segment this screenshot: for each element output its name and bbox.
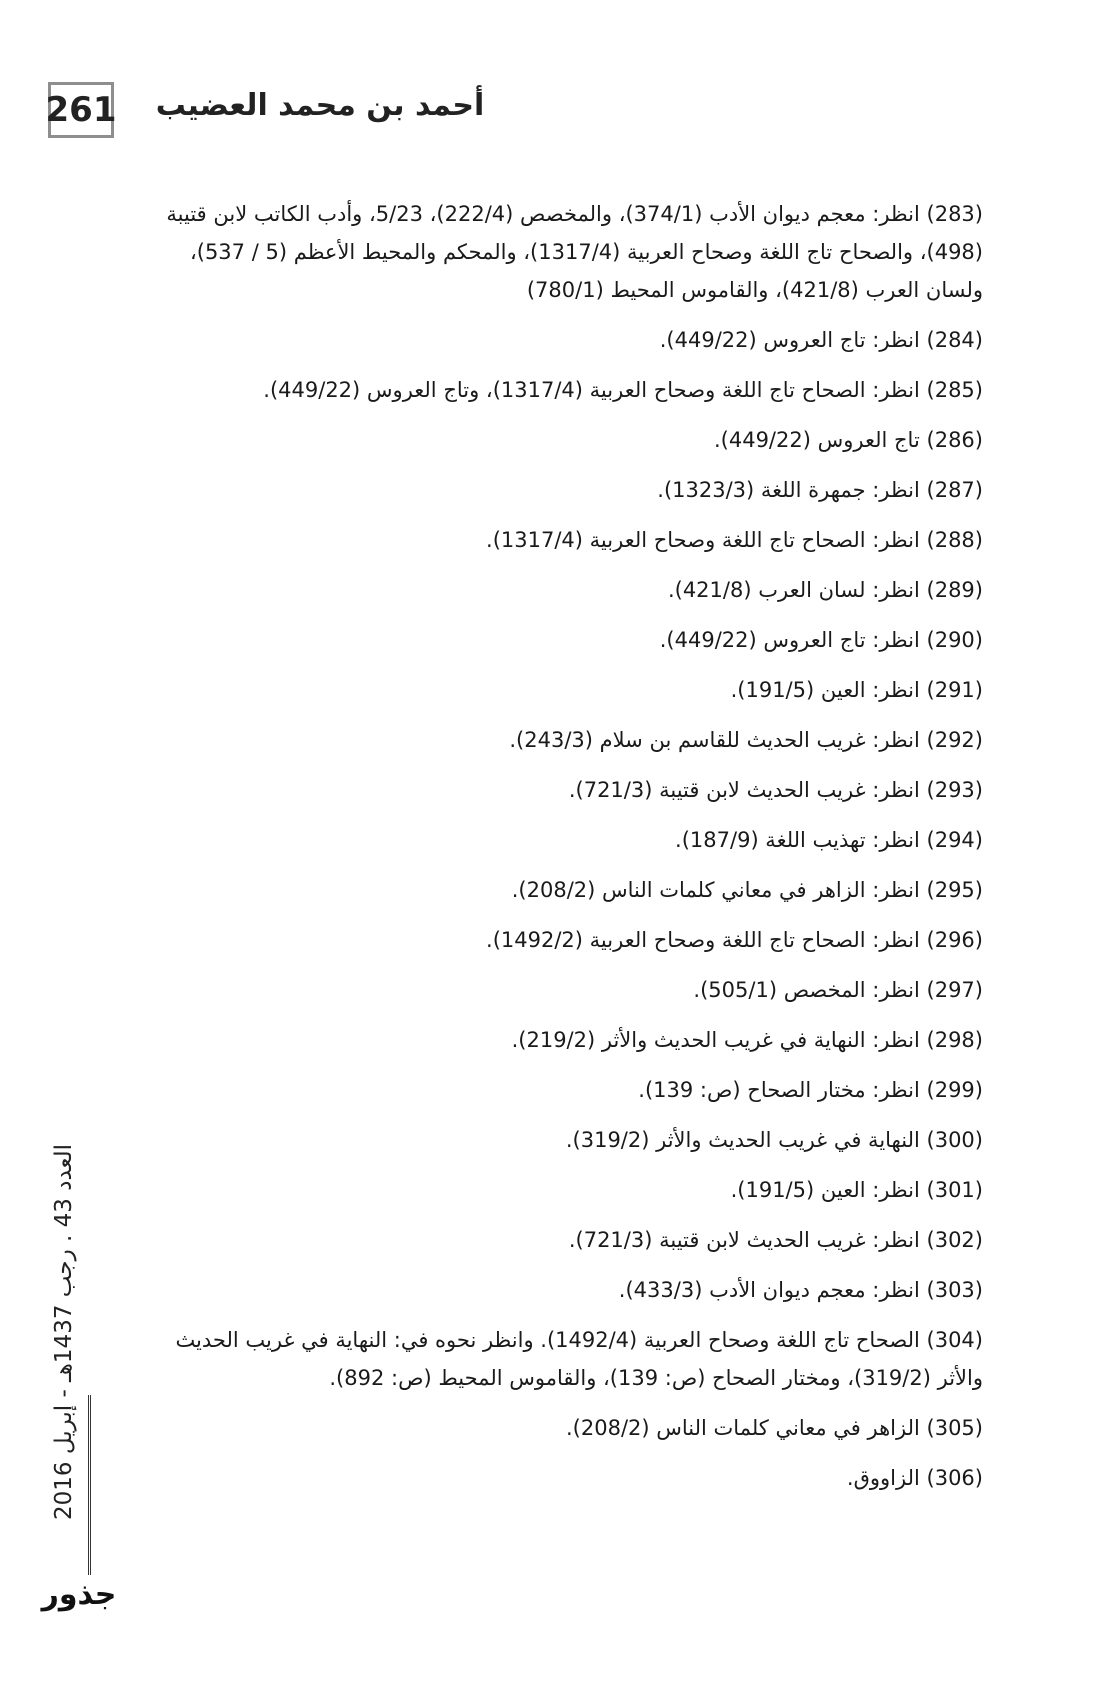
footnote-306 <box>145 1459 983 1497</box>
footnote-text: انظر: الزاهر في معاني كلمات الناس (208/2). <box>511 878 920 902</box>
footnotes-list <box>145 195 983 1509</box>
footnote-number: (299) <box>926 1078 983 1102</box>
footnote-291 <box>145 671 983 709</box>
footnote-number: (302) <box>926 1228 983 1252</box>
footnote-text: انظر: غريب الحديث لابن قتيبة (721/3). <box>568 778 920 802</box>
page-number: 261 <box>48 82 114 138</box>
footnote-text: انظر: مختار الصحاح (ص: 139). <box>638 1078 920 1102</box>
footnote-number: (296) <box>926 928 983 952</box>
footnote-number: (287) <box>926 478 983 502</box>
footnote-303 <box>145 1271 983 1309</box>
footnote-number: (288) <box>926 528 983 552</box>
footnote-number: (306) <box>926 1466 983 1490</box>
footnote-number: (285) <box>926 378 983 402</box>
footnote-287 <box>145 471 983 509</box>
footnote-number: (291) <box>926 678 983 702</box>
footnote-number: (300) <box>926 1128 983 1152</box>
footnote-text: انظر: النهاية في غريب الحديث والأثر (219/2). <box>511 1028 920 1052</box>
footnote-301 <box>145 1171 983 1209</box>
footnote-number: (295) <box>926 878 983 902</box>
issue-info-vertical: العدد 43 . رجب 1437هـ - إبريل 2016 <box>51 1143 77 1521</box>
footnote-number: (305) <box>926 1416 983 1440</box>
footnote-number: (286) <box>926 428 983 452</box>
footnote-text: النهاية في غريب الحديث والأثر (319/2). <box>565 1128 920 1152</box>
footnote-text: انظر: العين (191/5). <box>730 678 920 702</box>
footnote-294 <box>145 821 983 859</box>
footnote-number: (289) <box>926 578 983 602</box>
footnote-number: (292) <box>926 728 983 752</box>
footnote-number: (297) <box>926 978 983 1002</box>
footnote-289 <box>145 571 983 609</box>
running-header-author: أحمد بن محمد العضيب <box>155 88 485 123</box>
footnote-text: انظر: تهذيب اللغة (187/9). <box>675 828 920 852</box>
footnote-285 <box>145 371 983 409</box>
footnote-text: انظر: معجم ديوان الأدب (433/3). <box>618 1278 920 1302</box>
footnote-text: انظر: غريب الحديث للقاسم بن سلام (243/3). <box>509 728 920 752</box>
footnote-300 <box>145 1121 983 1159</box>
footnote-text: الزاووق. <box>846 1466 920 1490</box>
footnote-292 <box>145 721 983 759</box>
footnote-text: انظر: جمهرة اللغة (1323/3). <box>657 478 920 502</box>
footnote-283 <box>145 195 983 309</box>
sidebar-divider <box>88 1395 91 1575</box>
footnote-number: (283) <box>926 202 983 226</box>
footnote-293 <box>145 771 983 809</box>
footnote-text: انظر: المخصص (505/1). <box>693 978 920 1002</box>
footnote-298 <box>145 1021 983 1059</box>
footnote-text: انظر: لسان العرب (421/8). <box>667 578 920 602</box>
footnote-text: انظر: تاج العروس (449/22). <box>659 328 920 352</box>
footnote-text: انظر: الصحاح تاج اللغة وصحاح العربية (1492/2). <box>486 928 920 952</box>
footnote-286 <box>145 421 983 459</box>
footnote-text: تاج العروس (449/22). <box>713 428 920 452</box>
footnote-number: (294) <box>926 828 983 852</box>
footnote-number: (303) <box>926 1278 983 1302</box>
footnote-302 <box>145 1221 983 1259</box>
footnote-number: (284) <box>926 328 983 352</box>
footnote-text: انظر: غريب الحديث لابن قتيبة (721/3). <box>568 1228 920 1252</box>
footnote-304 <box>145 1321 983 1397</box>
footnote-text: انظر: معجم ديوان الأدب (374/1)، والمخصص (222/4)، 5/23، وأدب الكاتب لابن قتيبة (498)، والصحاح تاج اللغة وصحاح العربية (1317/4)، والمحكم والمحيط الأعظم (5 / 537)، ولسان العرب (421/8)، والقاموس المحيط (780/1) <box>166 202 983 302</box>
footnote-number: (290) <box>926 628 983 652</box>
footnote-290 <box>145 621 983 659</box>
footnote-text: انظر: تاج العروس (449/22). <box>659 628 920 652</box>
footnote-297 <box>145 971 983 1009</box>
footnote-288 <box>145 521 983 559</box>
footnote-number: (304) <box>926 1328 983 1352</box>
footnote-305 <box>145 1409 983 1447</box>
footnote-284 <box>145 321 983 359</box>
footnote-text: الزاهر في معاني كلمات الناس (208/2). <box>565 1416 920 1440</box>
footnote-296 <box>145 921 983 959</box>
footnote-text: انظر: الصحاح تاج اللغة وصحاح العربية (1317/4)، وتاج العروس (449/22). <box>263 378 920 402</box>
footnote-number: (301) <box>926 1178 983 1202</box>
footnote-number: (298) <box>926 1028 983 1052</box>
footnote-text: الصحاح تاج اللغة وصحاح العربية (1492/4). وانظر نحوه في: النهاية في غريب الحديث والأثر (319/2)، ومختار الصحاح (ص: 139)، والقاموس المحيط (ص: 892). <box>175 1328 983 1390</box>
footnote-299 <box>145 1071 983 1109</box>
journal-logo: جذور <box>41 1577 117 1612</box>
footnote-number: (293) <box>926 778 983 802</box>
footnote-text: انظر: الصحاح تاج اللغة وصحاح العربية (1317/4). <box>486 528 920 552</box>
footnote-text: انظر: العين (191/5). <box>730 1178 920 1202</box>
footnote-295 <box>145 871 983 909</box>
